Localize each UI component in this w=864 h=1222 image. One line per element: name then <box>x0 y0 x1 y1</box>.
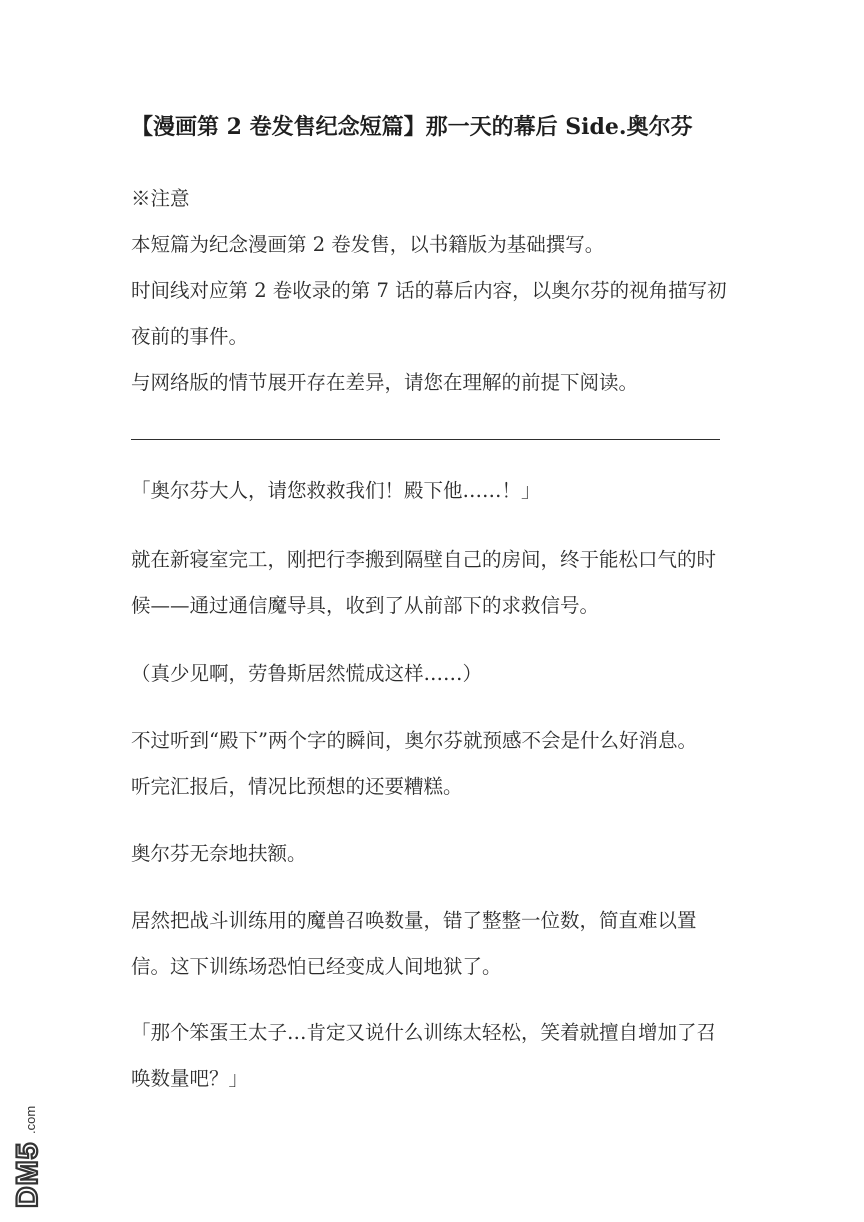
story-line: 候——通过通信魔导具，收到了从前部下的求救信号。 <box>131 594 600 617</box>
dialogue-line: 「那个笨蛋王太子…肯定又说什么训练太轻松，笑着就擅自增加了召 <box>131 1021 717 1044</box>
story-line: 居然把战斗训练用的魔兽召唤数量，错了整整一位数，简直难以置 <box>131 909 697 932</box>
story-paragraph <box>131 537 751 629</box>
svg-text:.com: .com <box>23 1105 38 1134</box>
story-paragraph <box>131 1010 751 1102</box>
notice-block <box>131 176 751 406</box>
story-paragraph <box>131 468 751 514</box>
story-paragraph <box>131 718 751 810</box>
section-divider <box>131 439 720 440</box>
story-paragraph <box>131 831 751 877</box>
notice-heading: ※注意 <box>131 187 190 210</box>
notice-line: 时间线对应第 2 卷收录的第 7 话的幕后内容，以奥尔芬的视角描写初 <box>131 279 727 302</box>
dialogue-line: 唤数量吧？」 <box>131 1067 249 1090</box>
story-paragraph <box>131 651 751 697</box>
svg-text:DM5: DM5 <box>11 1141 44 1208</box>
thought-line: （真少见啊，劳鲁斯居然慌成这样……） <box>131 662 483 685</box>
story-paragraph <box>131 898 751 990</box>
notice-line: 本短篇为纪念漫画第 2 卷发售，以书籍版为基础撰写。 <box>131 233 605 256</box>
story-line: 就在新寝室完工，刚把行李搬到隔壁自己的房间，终于能松口气的时 <box>131 548 717 571</box>
story-line: 不过听到“殿下”两个字的瞬间，奥尔芬就预感不会是什么好消息。 <box>131 729 697 752</box>
notice-line: 夜前的事件。 <box>131 325 249 348</box>
dm5-logo-icon <box>10 1098 44 1210</box>
story-line: 信。这下训练场恐怕已经变成人间地狱了。 <box>131 955 502 978</box>
story-line: 奥尔芬无奈地扶额。 <box>131 842 307 865</box>
notice-line: 与网络版的情节展开存在差异，请您在理解的前提下阅读。 <box>131 371 639 394</box>
page-title: 【漫画第 2 卷发售纪念短篇】那一天的幕后 Side.奥尔芬 <box>131 114 693 140</box>
dialogue-line: 「奥尔芬大人，请您救救我们！殿下他……！」 <box>131 479 541 502</box>
story-line: 听完汇报后，情况比预想的还要糟糕。 <box>131 775 463 798</box>
